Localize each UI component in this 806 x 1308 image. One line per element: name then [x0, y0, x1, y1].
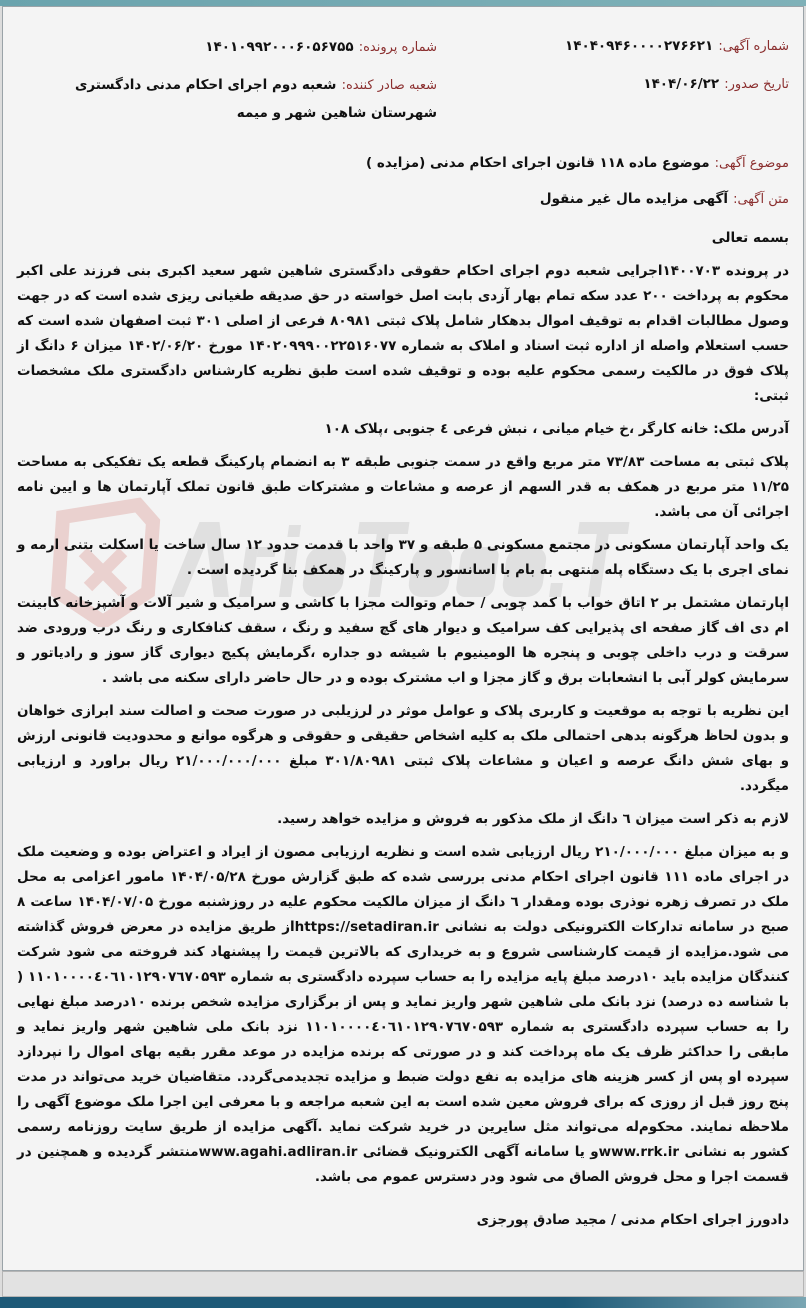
file-number-row: [17, 33, 437, 61]
text-label: متن آگهی:: [733, 192, 789, 207]
footer-panel: [2, 1271, 804, 1297]
paragraph-note: لازم به ذکر است میزان ٦ دانگ از ملک مذکور به فروش و مزایده خواهد رسید.: [277, 811, 789, 827]
issue-date-row: [437, 71, 789, 97]
paragraph-auction-terms: و به میزان مبلغ ۲۱۰/۰۰۰/۰۰۰ ریال ارزیابی شده است و نظریه ارزیابی مصون از ایراد و اعتراض بوده و وضعیت ملک در اجرای ماده ۱۱۱ قانون اجرای احکام مدنی بررسی شده که طبق گزارش مورخ ۱۴۰۴/۰۵/۲۸ مامور اعزامی به محل ملک در تصرف زهره نوذری بوده ومقدار ٦ دانگ از میزان مالکیت محکوم علیه در روزشنبه مورخ ۱۴۰۴/۰۷/۰۵ ساعت ۸ صبح در سامانه تدارکات الکترونیکی دولت به نشانی https://setadiran.irاز طریق مزایده در معرض فروش گذاشته می شود.مزایده از قیمت کارشناسی شروع و به خریداری که بالاترین قیمت را پیشنهاد کند فروخته می شود شرکت کنندگان مزایده باید ۱۰درصد مبلغ پایه مزایده را به حساب سپرده دادگستری به شماره ۱۱۰۱۰۰۰۰٤۰٦۱۰۱۲۹۰۷٦۷۰۵۹۳ ( با شناسه ده درصد) نزد بانک ملی شاهین شهر واریز نماید و پس از برگزاری مزایده شخص برنده ۱۰درصد مبلغ نهایی را به حساب سپرده دادگستری به شماره ۱۱۰۱۰۰۰۰٤۰٦۱۰۱۲۹۰۷٦۷۰۵۹۳ نزد بانک ملی شاهین شهر واریز نماید و مابقی را حداکثر ظرف یک ماه پرداخت کند و در صورتی که برنده مزایده در موعد مقرر بقیه بهای اموال را نپردازد سپرده او پس از کسر هزینه های مزایده به نفع دولت ضبط و مزایده تجدیدمی‌گردد. متقاضیان خرید می‌تواند در مدت پنج روز قبل از روزی که برای فروش معین شده است به این شعبه مراجعه و با معرفی این اجرا ملک موضوع آگهی را ملاحظه نمایند. محکوم‌له می‌تواند مثل سایرین در خرید شرکت نماید .آگهی مزایده از طریق سایت روزنامه رسمی کشور به نشانی www.rrk.irو یا سامانه آگهی الکترونیک قضائی www.agahi.adliran.irمنتشر گردیده و همچنین در قسمت اجرا و محل فروش الصاق می شود ودر دسترس عموم می باشد.: [17, 844, 790, 1185]
subject-row: [17, 150, 789, 176]
issuer-row: [17, 71, 437, 126]
paragraph-address: آدرس ملک: خانه کارگر ،خ خیام میانی ، نبش فرعی ٤ جنوبی ،پلاک ۱۰۸: [324, 421, 789, 437]
file-number: ۱۴۰۱۰۹۹۲۰۰۰۶۰۵۶۷۵۵: [205, 39, 354, 55]
paragraph-plot: پلاک ثبتی به مساحت ۷۳/۸۳ متر مربع واقع در سمت جنوبی طبقه ۳ به انضمام پارکینگ قطعه یک تفکیکی به مساحت ۱۱/۲۵ متر مربع در همکف به قدر السهم از عرصه و مشاعات و مشترکات طبق قانون تملک آپارتمان ها و ایین نامه اجرائی آن می باشد.: [17, 454, 789, 520]
header-row-1: [17, 33, 789, 61]
text-title-row: [17, 186, 789, 212]
paragraph-building: یک واحد آپارتمان مسکونی در مجتمع مسکونی ۵ طبقه و ۳۷ واحد با قدمت حدود ۱۲ سال ساخت یا اسکلت بتنی ارمه و نمای اجری با یک دستگاه پله منتهی به بام با اسانسور و پارکینگ در همکف بنا گردیده است .: [17, 537, 789, 578]
subject-label: موضوع آگهی:: [714, 156, 789, 171]
issue-date: ۱۴۰۴/۰۶/۲۲: [643, 76, 720, 92]
text-title: آگهی مزایده مال غیر منقول: [539, 191, 728, 207]
notice-number-row: [437, 33, 789, 59]
paragraph-apartment: اپارتمان مشتمل بر ۲ اتاق خواب با کمد چوبی / حمام وتوالت مجزا با کاشی و سرامیک و شیر آلات و آشپزخانه کابینت ام دی اف گاز صفحه ای پذیرایی کف سرامیک و دیوار های گچ سفید و رنگ ، سقف کنافکاری و رنگ درب ورودی ضد سرقت و درب داخلی چوبی و پنجره ها الومینیوم با شیشه دو جداره ،گرمایش پکیج دیواری گاز سوز و رادیاتور و سرمایش کولر آبی با انشعابات برق و گاز مجزا و اب مشترک بوده و در حال حاضر دارای سکنه می باشد .: [17, 595, 789, 686]
paragraph-valuation: این نظریه با توجه به موقعیت و کاربری پلاک و عوامل موثر در لرزیلبی در صورت صحت و اصالت سند ابرازی خواهان و بدون لحاظ هرگونه بدهی احتمالی ملک به کلیه اشخاص حقیقی و حقوقی و هرگوه موانع و محدودیت قانونی ارزش و بهای شش دانگ عرصه و اعیان و مشاعات پلاک ثبتی ۳۰۱/۸۰۹۸۱ مبلغ ۲۱/۰۰۰/۰۰۰/۰۰۰ ریال براورد و ارزیابی میگردد.: [17, 703, 789, 794]
header-row-2: [17, 71, 789, 126]
salutation: بسمه تعالی: [711, 230, 789, 246]
file-number-label: شماره پرونده:: [358, 40, 437, 55]
notice-number-label: شماره آگهی:: [718, 39, 789, 54]
signature: دادورز اجرای احکام مدنی / مجید صادق پورجزی: [476, 1212, 789, 1228]
issuer-label: شعبه صادر کننده:: [341, 78, 437, 93]
notice-number: ۱۴۰۴۰۹۴۶۰۰۰۰۲۷۶۶۲۱: [564, 38, 714, 54]
paragraph-case: در پرونده ۱۴۰۰۷۰۳اجرایی شعبه دوم اجرای احکام حقوقی دادگستری شاهین شهر سعید اکبری بنی فرزند علی اکبر محکوم به پرداخت ۲۰۰ عدد سکه تمام بهار آزدی بابت اصل خواسته در حق صدیقه طغیانی ریزی شده است که در جهت وصول مطالبات اقدام به توقیف اموال بدهکار شامل پلاک ثبتی ۸۰۹۸۱ فرعی از اصلی ۳۰۱ ثبت اصفهان شده است که حسب استعلام واصله از اداره ثبت اسناد و املاک به شماره ۱۴۰۲۰۹۹۹۰۰۲۲۵۱۶۰۷۷ مورخ ۱۴۰۲/۰۶/۲۰ میزان ۶ دانگ از پلاک فوق در مالکیت رسمی محکوم علیه بوده و توقیف شده است طبق نظریه کارشناس دادگستری ملک مشخصات ثبتی:: [17, 263, 790, 404]
issuer: شعبه دوم اجرای احکام مدنی دادگستری شهرستان شاهین شهر و میمه: [74, 77, 437, 121]
bottom-bar: [0, 1297, 806, 1308]
notice-panel: [2, 6, 804, 1271]
issue-date-label: تاریخ صدور:: [724, 77, 789, 92]
subject: موضوع ماده ۱۱۸ قانون اجرای احکام مدنی (مزایده ): [366, 155, 710, 171]
